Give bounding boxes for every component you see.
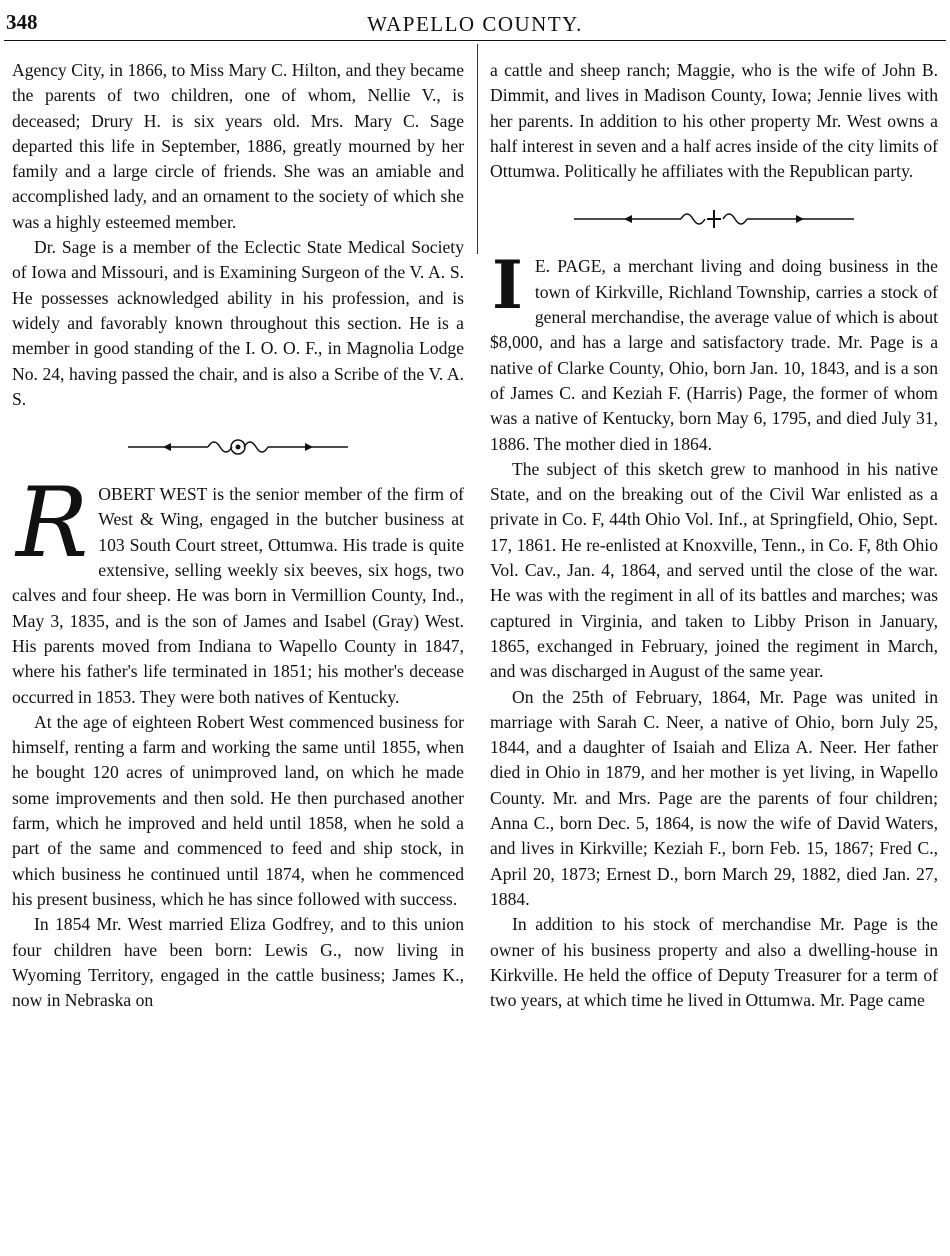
page-paragraph-1: E. PAGE, a merchant living and doing business in the town of Kirkville, Richland Township, carries a stock of general merchandise, the average value of which is about $8,000, and has a large and satisfactory trade. Mr. Page is a native of Clarke County, Ohio, born Jan. 10, 1843, and is a son of James C. and Keziah F. (Harris) Page, the former of whom was a native of Kentucky, born May 6, 1795, and died July 31, 1886. The mother died in 1864. [490, 256, 938, 454]
sage-paragraph-2: Dr. Sage is a member of the Eclectic State Medical Society of Iowa and Missouri, and is Examining Surgeon of the V. A. S. He possesses acknowledged ability in his profession, and is widely and favorably known throughout this section. He is a member in good standing of the I. O. O. F., in Magnolia Lodge No. 24, having passed the chair, and is also a Scribe of the V. A. S. [12, 237, 464, 409]
page-paragraph-3: On the 25th of February, 1864, Mr. Page was united in marriage with Sarah C. Neer, a native of Ohio, born July 25, 1844, and a daughter of Isaiah and Eliza A. Neer. Her father died in Ohio in 1879, and her mother is yet living, in Wapello County. Mr. and Mrs. Page are the parents of four children; Anna C., born Dec. 5, 1864, is now the wife of David Waters, and lives in Kirkville; Keziah F., born Feb. 15, 1867; Fred C., April 20, 1873; Ernest D., born March 29, 1882, died Jan. 27, 1884. [490, 686, 938, 909]
section-ornament-right [490, 184, 938, 254]
right-column [490, 58, 938, 1013]
west-paragraph-2: At the age of eighteen Robert West commenced business for himself, renting a farm and working the same until 1855, when he bought 120 acres of unimproved land, on which he made some improvements and then sold. He then purchased another farm, which he improved and held until 1858, when he sold a part of the same and commenced to feed and ship stock, in which business he continued until 1874, when he commenced his present business, which he has since followed with success. [12, 711, 464, 909]
west-biography [12, 467, 464, 710]
left-column [12, 58, 464, 1013]
west-paragraph-4: a cattle and sheep ranch; Maggie, who is the wife of John B. Dimmit, and lives in Madison County, Iowa; Jennie lives with her parents. In addition to his other property Mr. West owns a half interest in seven and a half acres inside of the city limits of Ottumwa. Politically he affiliates with the Republican party. [490, 60, 938, 182]
sage-paragraph-1: Agency City, in 1866, to Miss Mary C. Hilton, and they became the parents of two children, one of whom, Nellie V., is deceased; Drury H. is six years old. Mrs. Mary C. Sage departed this life in September, 1886, greatly mourned by her family and a large circle of friends. She was an amiable and accomplished lady, and an ornament to the society of which she was a highly esteemed member. [12, 60, 464, 232]
header-rule [4, 40, 946, 41]
page-number: 348 [6, 10, 38, 34]
column-divider [477, 44, 478, 254]
west-paragraph-3: In 1854 Mr. West married Eliza Godfrey, and to this union four children have been born: Lewis G., now living in Wyoming Territory, engaged in the cattle business; James K., now in Nebraska on [12, 914, 464, 1011]
west-paragraph-1: OBERT WEST is the senior member of the firm of West & Wing, engaged in the butcher business at 103 South Court street, Ottumwa. His trade is quite extensive, selling weekly six beeves, six hogs, two calves and four sheep. He was born in Vermillion County, Ind., May 3, 1835, and is the son of James and Isabel (Gray) West. His parents moved from Indiana to Wapello County in 1847, where his father's life terminated in 1851; his mother's decease occurred in 1853. They were both natives of Kentucky. [12, 484, 464, 707]
page-drop-cap: I [492, 246, 523, 325]
page-biography [490, 246, 938, 456]
page-paragraph-2: The subject of this sketch grew to manhood in his native State, and on the breaking out of the Civil War enlisted as a private in Co. F, 44th Ohio Vol. Inf., at Springfield, Ohio, Sept. 17, 1861. He re-enlisted at Knoxville, Tenn., in Co. F, 8th Ohio Vol. Cav., Jan. 4, 1864, and served until the close of the war. He was with the regiment in all of its battles and marches; was captured in Virginia, and taken to Libby Prison in January, 1865, exchanged in February, joined the regiment in March, and was discharged in August of the same year. [490, 458, 938, 682]
ornament-scroll-icon [569, 204, 859, 234]
page-paragraph-4: In addition to his stock of merchandise Mr. Page is the owner of his business property and also a dwelling-house in Kirkville. He held the office of Deputy Treasurer for a term of two years, at which time he lived in Ottumwa. Mr. Page came [490, 914, 938, 1011]
west-drop-cap: R [16, 467, 89, 580]
running-title: WAPELLO COUNTY. [367, 12, 583, 36]
ornament-scroll-icon [123, 432, 353, 462]
